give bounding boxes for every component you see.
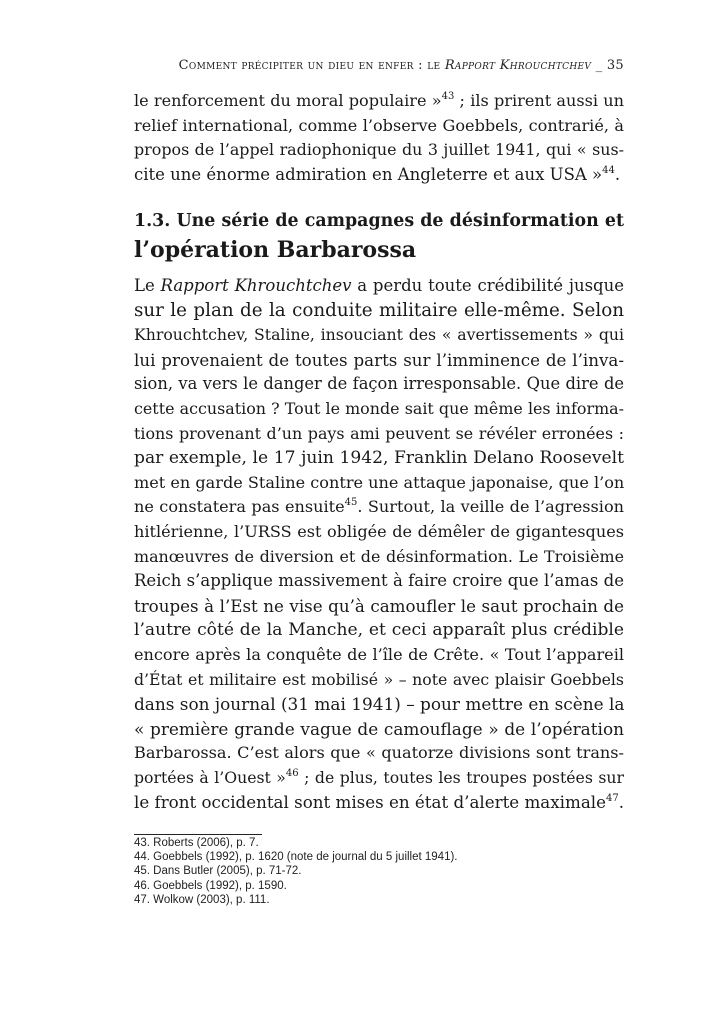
text-line: dans son journal (31 mai 1941) – pour mettre en scène la bbox=[134, 694, 625, 715]
text-line: cette accusation ? Tout le monde sait que même les informa- bbox=[134, 398, 624, 418]
section-heading bbox=[134, 207, 624, 265]
section-heading-line-2: l’opération Barbarossa bbox=[134, 237, 417, 263]
text-line: propos de l’appel radiophonique du 3 juillet 1941, qui « sus- bbox=[134, 140, 624, 160]
section-heading-line-1: 1.3. Une série de campagnes de désinformation et bbox=[134, 211, 624, 231]
text-line: met en garde Staline contre une attaque japonaise, que l’on bbox=[134, 472, 625, 492]
footnotes bbox=[134, 836, 458, 907]
book-title-reference: Rapport Khrouchtchev bbox=[160, 276, 352, 295]
running-head-prefix: Comment précipiter un dieu en enfer : le bbox=[178, 58, 445, 73]
body-paragraph bbox=[134, 274, 624, 815]
text-line: Khrouchtchev, Staline, insouciant des « avertissements » qui bbox=[134, 325, 624, 345]
footnote-44: 44. Goebbels (1992), p. 1620 (note de journal du 5 juillet 1941). bbox=[134, 851, 458, 864]
text-line: « première grande vague de camouflage » de l’opération bbox=[134, 718, 624, 739]
text-line: cite une énorme admiration en Angleterre et aux USA »$^{44}$. bbox=[134, 164, 621, 184]
footnote-ref-46[interactable]: 46 bbox=[285, 767, 299, 779]
text-line: par exemple, le 17 juin 1942, Franklin Delano Roosevelt bbox=[134, 448, 624, 469]
text-line: sur le plan de la conduite militaire elle-même. Selon bbox=[134, 299, 624, 321]
footnote-47: 47. Wolkow (2003), p. 111. bbox=[134, 893, 270, 906]
footnote-46: 46. Goebbels (1992), p. 1590. bbox=[134, 879, 287, 892]
footnote-ref-45[interactable]: 45 bbox=[344, 497, 358, 509]
text-line: ne constatera pas ensuite$^{45}$. Surtout, la veille de l’agression bbox=[134, 497, 624, 517]
footnote-divider bbox=[134, 834, 262, 835]
text-line: Reich s’applique massivement à faire croire que l’amas de bbox=[134, 571, 624, 591]
running-head-title: Rapport Khrouchtchev bbox=[444, 58, 592, 73]
text-line: d’État et militaire est mobilisé » – note avec plaisir Goebbels bbox=[134, 669, 624, 689]
text-line: Le Rapport Khrouchtchev a perdu toute crédibilité jusque bbox=[134, 276, 624, 295]
footnote-43: 43. Roberts (2006), p. 7. bbox=[134, 837, 259, 849]
text-line: relief international, comme l’observe Goebbels, contrarié, à bbox=[134, 115, 624, 135]
text-line: Barbarossa. C’est alors que « quatorze divisions sont trans- bbox=[134, 743, 624, 763]
running-head bbox=[134, 58, 624, 73]
text-line: lui provenaient de toutes parts sur l’imminence de l’inva- bbox=[134, 349, 624, 370]
text-line: hitlérienne, l’URSS est obligée de démêler de gigantesques bbox=[134, 521, 624, 541]
footnote-ref-43[interactable]: 43 bbox=[441, 91, 455, 102]
text-line: tions provenant d’un pays ami peuvent se révéler erronées : bbox=[134, 423, 624, 443]
footnote-ref-44[interactable]: 44 bbox=[602, 164, 615, 176]
text-line: le front occidental sont mises en état d’alerte maximale$^{47}$. bbox=[134, 792, 625, 813]
text-line: troupes à l’Est ne vise qu’à camoufler le saut prochain de bbox=[134, 595, 624, 616]
intro-paragraph bbox=[134, 89, 624, 187]
text-line: encore après la conquête de l’île de Crête. « Tout l’appareil bbox=[134, 644, 624, 664]
footnote-45: 45. Dans Butler (2005), p. 71-72. bbox=[134, 865, 302, 878]
text-line: sion, va vers le danger de façon irresponsable. Que dire de bbox=[134, 374, 624, 394]
page-number: _ 35 bbox=[595, 58, 624, 73]
text-line: portées à l’Ouest »$^{46}$ ; de plus, toutes les troupes postées sur bbox=[134, 767, 624, 787]
text-line: le renforcement du moral populaire »$^{43}$ ; ils prirent aussi un bbox=[134, 91, 624, 110]
text-line: l’autre côté de la Manche, et ceci apparaît plus crédible bbox=[134, 620, 624, 641]
footnote-ref-47[interactable]: 47 bbox=[605, 793, 619, 805]
text-line: manœuvres de diversion et de désinformation. Le Troisième bbox=[134, 546, 624, 566]
